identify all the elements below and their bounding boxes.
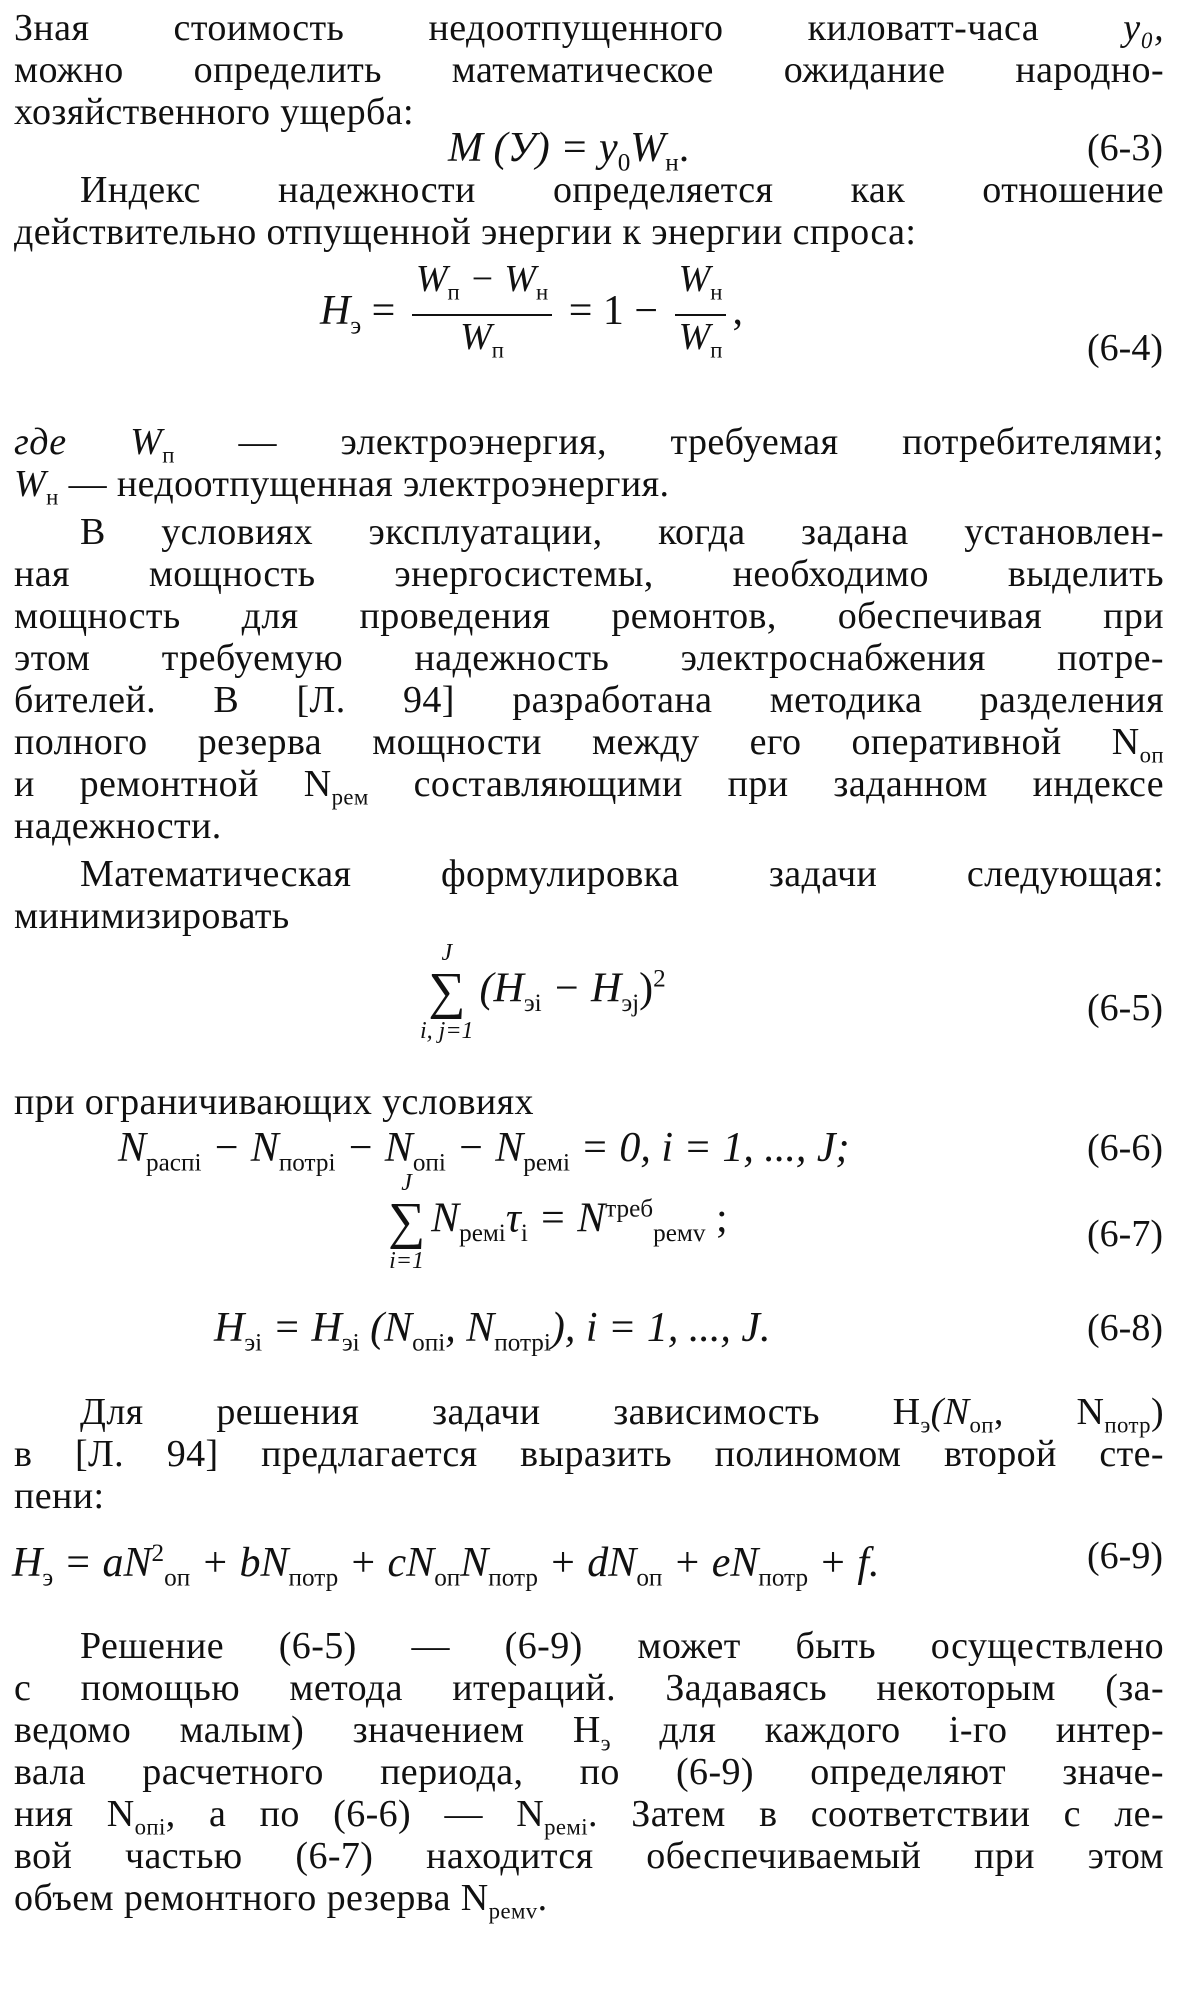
text-line: ведомо малым) значением $H_э$ для каждого i-го интер- [14,1709,1164,1756]
text-line: можно определить математическое ожидание народно- [14,49,1164,91]
text-line: надежности. [14,805,222,847]
text-line: ния $N_{опi}$, а по (6-6) — $N_{ремi}$. Затем в соответствии с ле- [14,1793,1164,1840]
equation-6-7: J ∑ i=1 $N_{ремi}\tau_i = N^{треб}_{ремv}$ ; [388,1170,728,1274]
text-line: $W_н$ — недоотпущенная электроэнергия. [14,463,670,510]
equation-6-4: $H_э$ = $\frac{W_п - W_н}{W_п}$ = 1 − $\frac{W_н}{W_п}$ , [320,258,743,371]
text-line: бителей. В [Л. 94] разработана методика разделения [14,679,1164,721]
text-line: вой частью (6-7) находится обеспечиваемый при этом [14,1835,1164,1877]
equation-number: (6-4) [1087,327,1163,369]
summation-sign: J ∑ i, j=1 [420,940,474,1044]
text-line: Математическая формулировка задачи следующая: [80,853,1164,895]
text-line: Зная стоимость недоотпущенного киловатт-часа y₀, [14,7,1165,49]
text-line: В условиях эксплуатации, когда задана установлен- [80,511,1164,553]
text-line: и ремонтной $N_{рем}$ составляющими при заданном индексе [14,763,1164,810]
equation-number: (6-8) [1087,1307,1163,1349]
equation-number: (6-9) [1087,1535,1163,1577]
equation-number: (6-5) [1087,987,1163,1029]
equation-6-3: M $(У) = y_0W_н$. [448,125,690,177]
text-line: этом требуемую надежность электроснабжения потре- [14,637,1164,679]
text-line: ная мощность энергосистемы, необходимо выделить [14,553,1164,595]
text-line: пени: [14,1475,105,1517]
text-line: вала расчетного периода, по (6-9) определяют значе- [14,1751,1164,1793]
text-line: в [Л. 94] предлагается выразить полиномом второй сте- [14,1433,1164,1475]
equation-number: (6-6) [1087,1127,1163,1169]
text-line: действительно отпущенной энергии к энергии спроса: [14,211,917,253]
equation-number: (6-7) [1087,1213,1163,1255]
equation-6-9: $H_э = aN^2_{оп} + bN_{потр} + cN_{оп}N_{потр} + dN_{оп} + eN_{потр} + f$. [12,1540,880,1592]
equation-6-8: $H_{эi} = H_{эi}$ ($N_{опi}$, $N_{потрi}$), i = 1, ..., J. [214,1305,771,1357]
text-line: при ограничивающих условиях [14,1081,534,1123]
text-line: хозяйственного ущерба: [14,91,414,133]
text-line: Для решения задачи зависимость $H_э(N_{оп}$, $N_{потр}$) [80,1391,1164,1438]
text-line: Индекс надежности определяется как отношение [80,169,1164,211]
equation-number: (6-3) [1087,127,1163,169]
text-line: где $W_п$ — электроэнергия, требуемая потребителями; [14,421,1164,468]
text-line: с помощью метода итераций. Задаваясь некоторым (за- [14,1667,1164,1709]
equation-6-6: $N_{распi} - N_{потрi} - N_{опi} - N_{ремi} = 0$, i = 1, ..., J; [118,1125,850,1177]
text-line: мощность для проведения ремонтов, обеспечивая при [14,595,1164,637]
summation-sign: J ∑ i=1 [388,1170,426,1274]
text-line: полного резерва мощности между его оперативной $N_{оп}$ [14,721,1164,768]
text-line: объем ремонтного резерва $N_{ремv}$. [14,1877,548,1924]
text-line: минимизировать [14,895,290,937]
text-line: Решение (6-5) — (6-9) может быть осуществлено [80,1625,1164,1667]
equation-6-5: J ∑ i, j=1 $(H_{эi} - H_{эj})^2$ [420,940,666,1044]
fraction: $\frac{W_п - W_н}{W_п}$ [412,258,552,371]
fraction: $\frac{W_н}{W_п}$ [675,258,727,371]
